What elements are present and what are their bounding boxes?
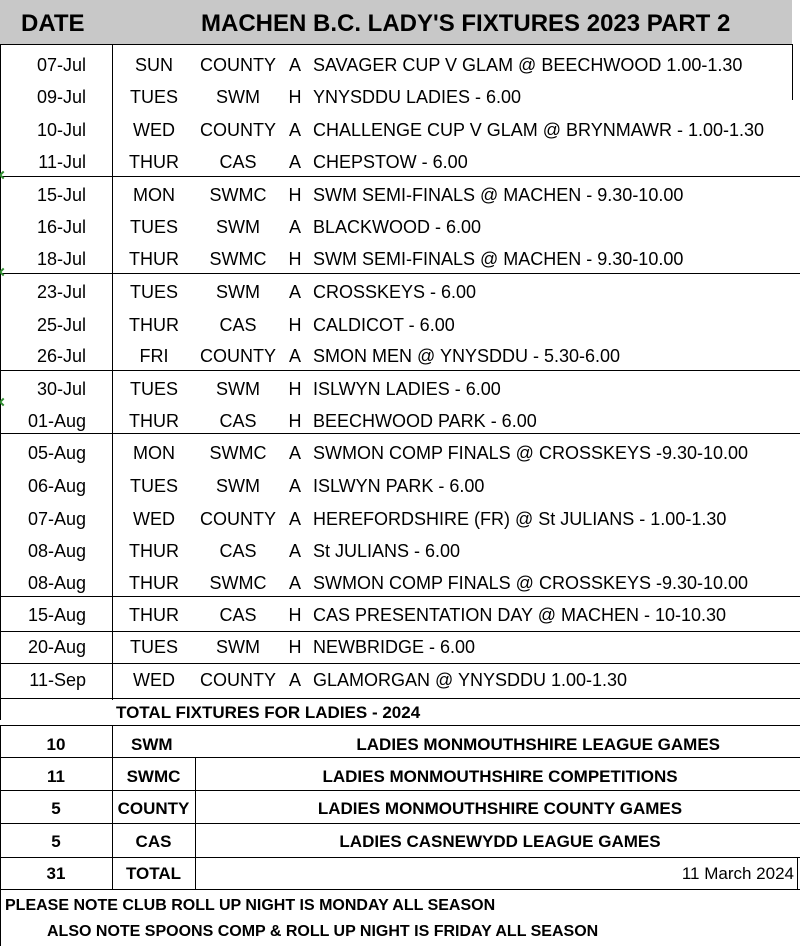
fixture-day: SUN bbox=[134, 55, 173, 75]
fixture-type: COUNTY bbox=[200, 346, 276, 366]
fixture-date: 05-Aug bbox=[27, 443, 86, 463]
summary-description: LADIES MONMOUTHSHIRE COMPETITIONS bbox=[322, 767, 678, 786]
fixture-opponent: CHALLENGE CUP V GLAM @ BRYNMAWR - 1.00-1.30 bbox=[313, 120, 765, 140]
fixtures-bottom-border bbox=[0, 698, 800, 699]
fixture-day: TUES bbox=[129, 476, 178, 496]
date-column-divider bbox=[112, 44, 113, 700]
fixture-type: CAS bbox=[219, 541, 257, 561]
total-count: 31 bbox=[46, 864, 66, 883]
fixture-home-away: H bbox=[288, 249, 302, 269]
summary-top-border bbox=[0, 725, 800, 726]
fixture-home-away: H bbox=[288, 637, 302, 657]
fixture-opponent: CAS PRESENTATION DAY @ MACHEN - 10-10.30 bbox=[313, 605, 727, 625]
fixture-day: WED bbox=[133, 670, 175, 690]
fixture-day: THUR bbox=[129, 541, 179, 561]
fixture-date: 09-Jul bbox=[36, 87, 86, 107]
summary-code: CAS bbox=[135, 832, 172, 851]
week-divider bbox=[0, 596, 800, 597]
fixture-opponent: CALDICOT - 6.00 bbox=[313, 315, 455, 335]
fixture-date: 25-Jul bbox=[36, 315, 86, 335]
fixture-day: TUES bbox=[129, 282, 178, 302]
week-divider bbox=[0, 370, 800, 371]
fixture-opponent: St JULIANS - 6.00 bbox=[313, 541, 461, 561]
fixture-opponent: BEECHWOOD PARK - 6.00 bbox=[313, 411, 537, 431]
header-bar bbox=[0, 0, 792, 45]
week-divider bbox=[0, 176, 800, 177]
summary-row-divider bbox=[0, 757, 800, 758]
fixture-home-away: A bbox=[288, 152, 301, 172]
fixture-type: SWMC bbox=[209, 573, 267, 593]
fixture-type: SWM bbox=[216, 476, 260, 496]
fixture-day: THUR bbox=[129, 411, 179, 431]
fixture-day: TUES bbox=[129, 637, 178, 657]
summary-code: COUNTY bbox=[117, 799, 190, 818]
week-divider bbox=[0, 433, 800, 434]
summary-description: LADIES MONMOUTHSHIRE COUNTY GAMES bbox=[317, 799, 683, 818]
fixture-type: CAS bbox=[219, 315, 257, 335]
fixture-home-away: H bbox=[288, 315, 302, 335]
summary-count: 10 bbox=[46, 735, 66, 754]
fixture-home-away: A bbox=[288, 670, 301, 690]
fixture-day: THUR bbox=[129, 573, 179, 593]
week-divider bbox=[0, 663, 800, 664]
page-title: MACHEN B.C. LADY'S FIXTURES 2023 PART 2 bbox=[201, 10, 731, 37]
fixture-opponent: SWMON COMP FINALS @ CROSSKEYS -9.30-10.00 bbox=[313, 443, 749, 463]
summary-count: 5 bbox=[51, 832, 61, 851]
fixture-home-away: A bbox=[288, 217, 301, 237]
summary-row-divider bbox=[0, 823, 800, 824]
table-right-border bbox=[792, 44, 793, 100]
fixture-home-away: A bbox=[288, 509, 301, 529]
summary-count: 5 bbox=[51, 799, 61, 818]
fixture-type: SWMC bbox=[209, 185, 267, 205]
fixture-home-away: A bbox=[288, 476, 301, 496]
summary-code: SWM bbox=[131, 735, 173, 754]
fixture-home-away: H bbox=[288, 605, 302, 625]
fixture-type: SWMC bbox=[209, 249, 267, 269]
summary-row-divider bbox=[0, 857, 800, 858]
summary-right-border bbox=[797, 857, 798, 889]
fixture-opponent: HEREFORDSHIRE (FR) @ St JULIANS - 1.00-1.30 bbox=[313, 509, 727, 529]
summary-code: SWMC bbox=[126, 767, 181, 786]
fixture-day: TUES bbox=[129, 87, 178, 107]
fixture-day: FRI bbox=[139, 346, 169, 366]
fixture-type: SWM bbox=[216, 87, 260, 107]
summary-row-divider bbox=[0, 790, 800, 791]
fixture-home-away: A bbox=[288, 120, 301, 140]
fixture-date: 30-Jul bbox=[36, 379, 86, 399]
fixture-home-away: H bbox=[288, 87, 302, 107]
total-label: TOTAL bbox=[125, 864, 182, 883]
fixture-day: MON bbox=[133, 185, 175, 205]
fixture-type: SWM bbox=[216, 282, 260, 302]
fixture-date: 08-Aug bbox=[27, 541, 86, 561]
fixture-home-away: A bbox=[288, 346, 301, 366]
fixture-date: 20-Aug bbox=[27, 637, 86, 657]
fixture-opponent: SMON MEN @ YNYSDDU - 5.30-6.00 bbox=[313, 346, 621, 366]
fixture-type: COUNTY bbox=[200, 120, 276, 140]
fixture-opponent: SWM SEMI-FINALS @ MACHEN - 9.30-10.00 bbox=[313, 249, 684, 269]
fixture-date: 16-Jul bbox=[36, 217, 86, 237]
fixture-home-away: H bbox=[288, 379, 302, 399]
fixture-date: 18-Jul bbox=[36, 249, 86, 269]
updated-date: 11 March 2024 bbox=[681, 864, 794, 883]
fixture-type: CAS bbox=[219, 152, 257, 172]
fixture-date: 08-Aug bbox=[27, 573, 86, 593]
fixture-date: 11-Jul bbox=[38, 152, 86, 172]
fixture-opponent: NEWBRIDGE - 6.00 bbox=[313, 637, 476, 657]
fixture-date: 15-Jul bbox=[36, 185, 86, 205]
week-divider bbox=[0, 631, 800, 632]
week-divider bbox=[0, 273, 800, 274]
fixture-home-away: A bbox=[288, 282, 301, 302]
fixture-type: SWMC bbox=[209, 443, 267, 463]
date-column-heading: DATE bbox=[21, 10, 85, 37]
spoons-note: ALSO NOTE SPOONS COMP & ROLL UP NIGHT IS FRIDAY ALL SEASON bbox=[47, 923, 599, 940]
fixture-day: THUR bbox=[129, 315, 179, 335]
fixture-opponent: CHEPSTOW - 6.00 bbox=[313, 152, 468, 172]
fixture-type: CAS bbox=[219, 411, 257, 431]
fixture-type: SWM bbox=[216, 217, 260, 237]
summary-bottom-border bbox=[0, 889, 800, 890]
fixture-day: THUR bbox=[129, 249, 179, 269]
fixture-home-away: H bbox=[288, 185, 302, 205]
fixture-date: 07-Jul bbox=[36, 55, 86, 75]
fixture-opponent: SWM SEMI-FINALS @ MACHEN - 9.30-10.00 bbox=[313, 185, 684, 205]
fixture-opponent: ISLWYN LADIES - 6.00 bbox=[313, 379, 501, 399]
fixture-day: TUES bbox=[129, 217, 178, 237]
fixture-home-away: A bbox=[288, 443, 301, 463]
summary-heading: TOTAL FIXTURES FOR LADIES - 2024 bbox=[116, 703, 421, 722]
fixture-date: 11-Sep bbox=[29, 670, 86, 690]
summary-description: LADIES CASNEWYDD LEAGUE GAMES bbox=[339, 832, 661, 851]
fixture-date: 07-Aug bbox=[27, 509, 86, 529]
fixture-type: COUNTY bbox=[200, 670, 276, 690]
fixture-home-away: H bbox=[288, 411, 302, 431]
fixture-opponent: GLAMORGAN @ YNYSDDU 1.00-1.30 bbox=[313, 670, 628, 690]
summary-description: LADIES MONMOUTHSHIRE LEAGUE GAMES bbox=[356, 735, 720, 754]
fixture-opponent: SAVAGER CUP V GLAM @ BEECHWOOD 1.00-1.30 bbox=[313, 55, 743, 75]
fixture-date: 10-Jul bbox=[36, 120, 86, 140]
fixture-day: TUES bbox=[129, 379, 178, 399]
fixture-type: CAS bbox=[219, 605, 257, 625]
fixture-type: SWM bbox=[216, 637, 260, 657]
fixture-home-away: A bbox=[288, 541, 301, 561]
fixture-type: COUNTY bbox=[200, 509, 276, 529]
fixture-day: WED bbox=[133, 509, 175, 529]
summary-count: 11 bbox=[47, 767, 65, 786]
fixture-opponent: SWMON COMP FINALS @ CROSSKEYS -9.30-10.00 bbox=[313, 573, 749, 593]
fixture-date: 06-Aug bbox=[27, 476, 86, 496]
fixture-opponent: CROSSKEYS - 6.00 bbox=[313, 282, 477, 302]
fixture-type: SWM bbox=[216, 379, 260, 399]
fixture-home-away: A bbox=[288, 55, 301, 75]
fixture-day: WED bbox=[133, 120, 175, 140]
fixture-type: COUNTY bbox=[200, 55, 276, 75]
fixture-opponent: ISLWYN PARK - 6.00 bbox=[313, 476, 485, 496]
fixture-day: THUR bbox=[129, 152, 179, 172]
fixture-opponent: BLACKWOOD - 6.00 bbox=[313, 217, 482, 237]
fixture-opponent: YNYSDDU LADIES - 6.00 bbox=[313, 87, 522, 107]
fixture-home-away: A bbox=[288, 573, 301, 593]
fixture-date: 15-Aug bbox=[27, 605, 86, 625]
fixture-day: THUR bbox=[129, 605, 179, 625]
fixture-date: 26-Jul bbox=[36, 346, 86, 366]
roll-up-note: PLEASE NOTE CLUB ROLL UP NIGHT IS MONDAY ALL SEASON bbox=[5, 897, 496, 914]
fixture-date: 23-Jul bbox=[36, 282, 86, 302]
fixture-day: MON bbox=[133, 443, 175, 463]
fixture-date: 01-Aug bbox=[27, 411, 86, 431]
